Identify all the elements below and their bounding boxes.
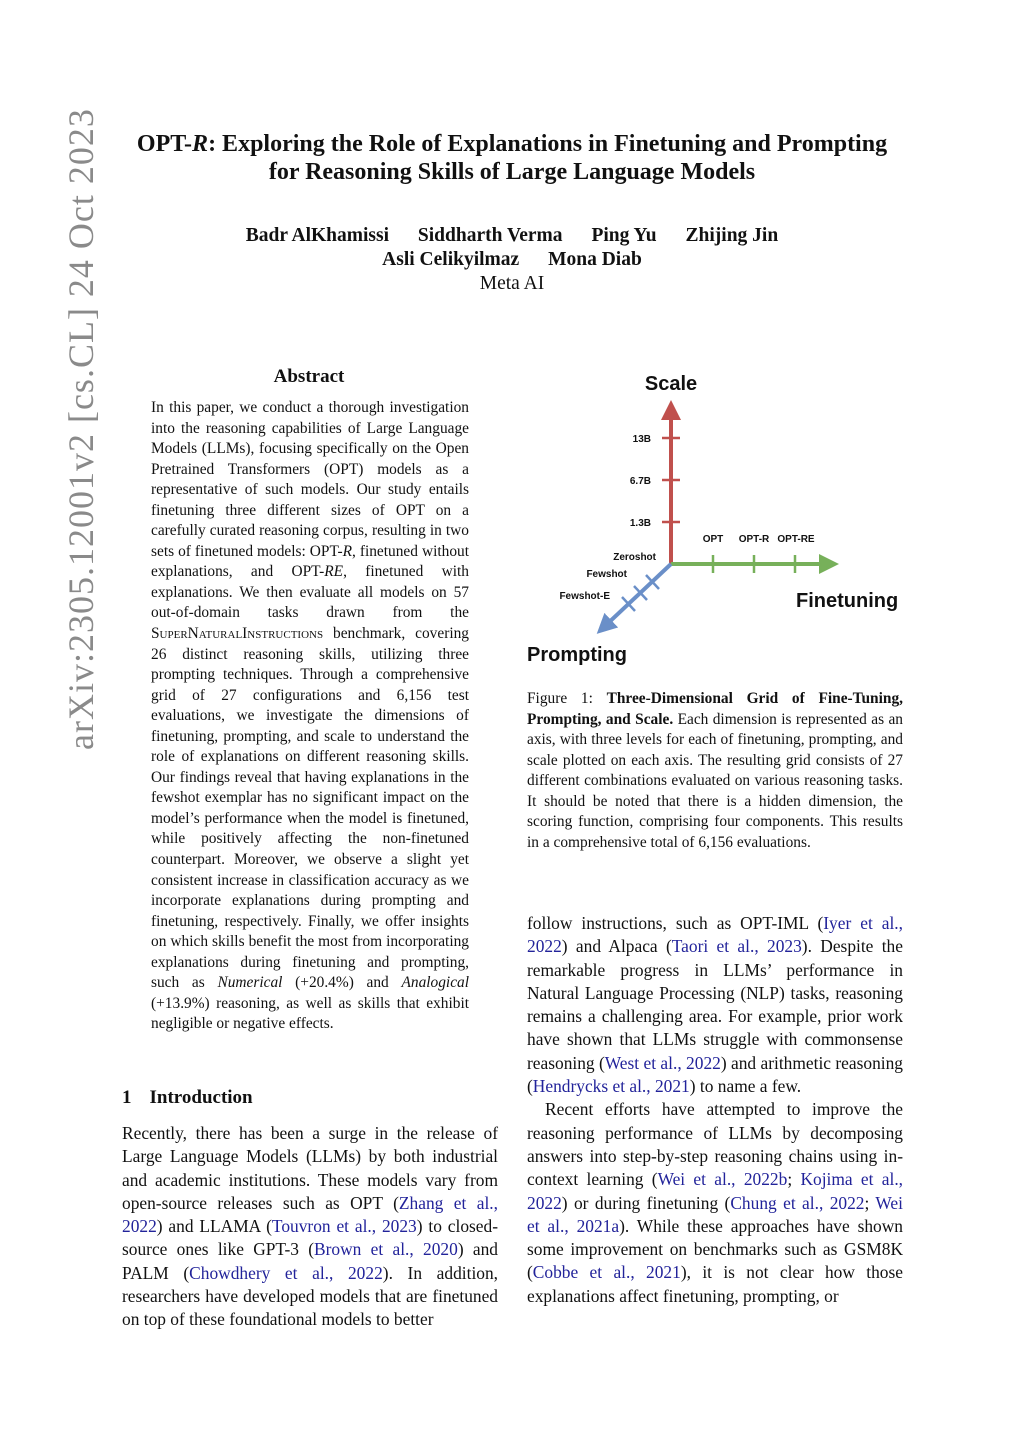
prompting-tick-label: Fewshot-E — [559, 591, 610, 602]
author-name: Mona Diab — [548, 249, 642, 270]
body-text: ) and Alpaca ( — [561, 936, 672, 957]
finetuning-axis-label: Finetuning — [796, 590, 899, 612]
body-text: ) or during finetuning ( — [561, 1192, 731, 1213]
body-text: ). Despite the remarkable progress in LLMs’ performance in Natural Language Processing (NLP) tasks, reasoning remains a challenging area. For example, prior work have shown that LLMs struggle with commonsense reasoning ( — [527, 936, 903, 1073]
body-text: Recently, there has been a surge in the release of Large Language Models (LLMs) by both industrial and academic institutions. These models vary from open-source releases such as OPT ( — [122, 1123, 498, 1213]
abstract-text: , finetuned without explanations, and OPT- — [151, 542, 469, 581]
body-text: follow instructions, such as OPT-IML ( — [527, 913, 824, 933]
body-text: ; — [864, 1192, 876, 1213]
finetuning-tick-label: OPT-RE — [777, 534, 815, 545]
abstract-italic: Numerical — [217, 974, 283, 992]
title-prefix: OPT- — [136, 131, 193, 157]
title-line-1 — [60, 130, 964, 158]
abstract-body — [151, 398, 469, 1035]
prompting-tick-label: Fewshot — [586, 569, 627, 580]
title-italic-r: R — [192, 131, 209, 157]
citation-link[interactable]: Iyer et al., 2022 — [527, 913, 904, 957]
abstract-text: In this paper, we conduct a thorough investigation into the reasoning capabilities of Large Language Models (LLMs), focusing specifically on the Open Pretrained Transformers (OPT) models as a representative of such models. Our study entails finetuning three different sizes of OPT on a carefully curated reasoning corpus, resulting in two sets of finetuned models: OPT- — [151, 399, 469, 560]
citation-link[interactable]: Chowdhery et al., 2022 — [189, 1262, 383, 1283]
section-title: Introduction — [149, 1087, 253, 1108]
section-number: 1 — [122, 1087, 132, 1108]
citation-link[interactable]: Wei et al., 2022b — [657, 1169, 788, 1190]
finetuning-tick-label: OPT — [702, 534, 724, 545]
body-text: ) and LLAMA ( — [156, 1216, 272, 1237]
paragraph-2 — [527, 1098, 903, 1308]
abstract-italic: R — [342, 542, 352, 560]
figure-3d-grid — [520, 365, 910, 675]
citation-link[interactable]: Taori et al., 2023 — [671, 936, 802, 957]
caption-text: Each dimension is represented as an axis, with three levels for each of finetuning, prompting, and scale plotted on each axis. The resulting grid consists of 27 different combinations evaluated on various reasoning tasks. It should be noted that there is a hidden dimension, the scoring function, comprising four components. This results in a comprehensive total of 6,156 evaluations. — [527, 710, 903, 851]
title-rest: : Exploring the Role of Explanations in Finetuning and Prompting — [208, 131, 888, 157]
body-text: ) to closed-source ones like GPT-3 ( — [122, 1216, 499, 1260]
abstract-heading: Abstract — [273, 366, 345, 387]
body-text: ) and PALM ( — [122, 1239, 498, 1283]
citation-link[interactable]: Kojima et al., 2022 — [527, 1169, 904, 1213]
body-text: ), it is not clear how those explanations affect finetuning, prompting, or — [527, 1262, 903, 1306]
scale-tick-label: 1.3B — [629, 518, 651, 529]
authors-row-1 — [60, 225, 964, 247]
prompting-axis-label: Prompting — [527, 644, 627, 666]
abstract-text: benchmark, covering 26 distinct reasoning skills, utilizing three prompting techniques. Through a comprehensive grid of 27 configurations and 6,156 test evaluations, we investigate the dimensions of finetuning, prompting, and scale to understand the role of explanations on different reasoning skills. Our findings reveal that having explanations in the fewshot exemplar has no significant impact on the model’s performance when the model is finetuned, while positively affecting the non-finetuned counterpart. Moreover, we observe a slight yet consistent increase in classification accuracy as we incorporate explanations during prompting and finetuning, respectively. Finally, we offer insights on which skills benefit the most from incorporating explanations during finetuning and prompting, such as — [151, 625, 469, 992]
intro-paragraph — [122, 1122, 498, 1332]
author-name: Siddharth Verma — [417, 225, 563, 246]
body-text: ) and arithmetic reasoning ( — [527, 1052, 903, 1097]
prompting-tick-label: Zeroshot — [613, 552, 656, 563]
body-text: Recent efforts have attempted to improve the reasoning performance of LLMs by decomposing answers into step-by-step reasoning chains using in-context learning ( — [527, 1099, 903, 1190]
body-text: ). While these approaches have shown some improvement on benchmarks such as GSM8K ( — [527, 1215, 903, 1283]
citation-link[interactable]: Brown et al., 2020 — [314, 1239, 458, 1260]
author-name: Asli Celikyilmaz — [382, 249, 520, 270]
citation-link[interactable]: Cobbe et al., 2021 — [532, 1262, 681, 1283]
body-text: ). In addition, researchers have developed models that are finetuned on top of these foundational models to better — [122, 1262, 499, 1330]
title-line-2: for Reasoning Skills of Large Language Models — [268, 159, 756, 185]
abstract-text: , finetuned with explanations. We then evaluate all models on 57 out-of-domain tasks drawn from the — [151, 563, 469, 622]
body-text: ) to name a few. — [689, 1076, 802, 1097]
author-name: Zhijing Jin — [685, 225, 779, 246]
finetuning-tick-label: OPT-R — [738, 534, 770, 545]
caption-label: Figure 1: — [527, 690, 607, 707]
abstract-text: (+20.4%) and — [282, 974, 402, 992]
section-heading-introduction — [122, 1087, 253, 1109]
citation-link[interactable]: Hendrycks et al., 2021 — [532, 1076, 690, 1097]
figure-caption — [527, 689, 903, 853]
citation-link[interactable]: Zhang et al., 2022 — [122, 1192, 499, 1237]
scale-axis-label: Scale — [644, 373, 698, 395]
benchmark-name: SuperNaturalInstructions — [151, 625, 324, 643]
scale-tick-label: 13B — [632, 434, 651, 445]
citation-link[interactable]: West et al., 2022 — [604, 1052, 721, 1073]
abstract-italic: RE — [324, 563, 344, 581]
paragraph-1 — [527, 912, 903, 1098]
page-title — [60, 130, 964, 186]
citation-link[interactable]: Wei et al., 2021a — [527, 1192, 903, 1236]
author-name: Badr AlKhamissi — [245, 225, 390, 246]
arxiv-stamp: arXiv:2305.12001v2 [cs.CL] 24 Oct 2023 — [61, 108, 101, 750]
author-name: Ping Yu — [591, 225, 657, 246]
scale-tick-label: 6.7B — [629, 476, 651, 487]
citation-link[interactable]: Touvron et al., 2023 — [271, 1216, 417, 1237]
figure-3d-grid-svg — [520, 365, 910, 675]
authors-row-2 — [60, 249, 964, 271]
affiliation: Meta AI — [479, 273, 545, 294]
caption-bold: Three-Dimensional Grid of Fine-Tuning, Prompting, and Scale. — [527, 690, 903, 728]
body-text: ; — [787, 1169, 801, 1190]
abstract-italic: Analogical — [401, 974, 470, 992]
abstract-text: (+13.9%) reasoning, as well as skills that exhibit negligible or negative effects. — [151, 994, 469, 1033]
citation-link[interactable]: Chung et al., 2022 — [730, 1192, 865, 1213]
right-column-text — [527, 912, 903, 1308]
